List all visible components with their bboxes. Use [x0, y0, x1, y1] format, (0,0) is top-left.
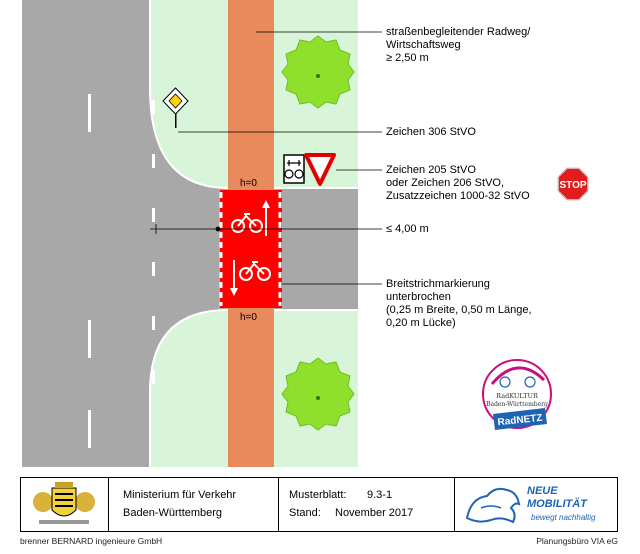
- credit-right: Planungsbüro VIA eG: [536, 536, 618, 546]
- musterblatt-value: 9.3-1: [367, 489, 393, 501]
- radnetz-line2: Baden-Württemberg: [486, 401, 548, 408]
- title-block: [20, 477, 618, 532]
- sheet-info-cell: [279, 478, 455, 531]
- stop-sign-text: STOP: [559, 180, 587, 191]
- neue-text: NEUE: [527, 485, 558, 497]
- stand-value: November 2017: [335, 507, 414, 519]
- coat-of-arms-cell: [21, 478, 109, 531]
- neue-mobilitaet-cell: [455, 478, 619, 531]
- markierung-label: Breitstrichmarkierung unterbrochen (0,25 m Breite, 0,50 m Länge, 0,20 m Lücke): [386, 278, 532, 329]
- musterblatt-label: Musterblatt:: [289, 489, 347, 501]
- height-label-top: h=0: [240, 178, 257, 189]
- height-label-bottom: h=0: [240, 312, 257, 323]
- width-label: ≤ 4,00 m: [386, 223, 429, 235]
- stand-label: Stand:: [289, 507, 321, 519]
- mobilitaet-text: MOBILITÄT: [527, 498, 587, 510]
- ministry-cell: [109, 478, 279, 531]
- radnetz-banner: RadNETZ: [497, 412, 544, 429]
- zeichen-205-label: Zeichen 205 StVO oder Zeichen 206 StVO, Zusatzzeichen 1000-32 StVO: [386, 164, 530, 202]
- ministry-line2: Baden-Württemberg: [123, 507, 223, 519]
- credit-left: brenner BERNARD ingenieure GmbH: [20, 536, 163, 546]
- ministry-line1: Ministerium für Verkehr: [123, 489, 237, 501]
- zeichen-306-label: Zeichen 306 StVO: [386, 126, 476, 138]
- coat-of-arms-icon: [21, 478, 107, 531]
- radweg-label: straßenbegleitender Radweg/ Wirtschaftsweg ≥ 2,50 m: [386, 26, 531, 64]
- main-road: [22, 0, 150, 467]
- red-crossing: [220, 190, 282, 308]
- stop-sign-icon: [558, 168, 588, 200]
- radnetz-line1: RadKULTUR: [496, 392, 538, 400]
- radnetz-logo: [483, 360, 551, 430]
- slogan-text: bewegt nachhaltig: [531, 513, 596, 522]
- lion-logo-icon: [461, 478, 525, 531]
